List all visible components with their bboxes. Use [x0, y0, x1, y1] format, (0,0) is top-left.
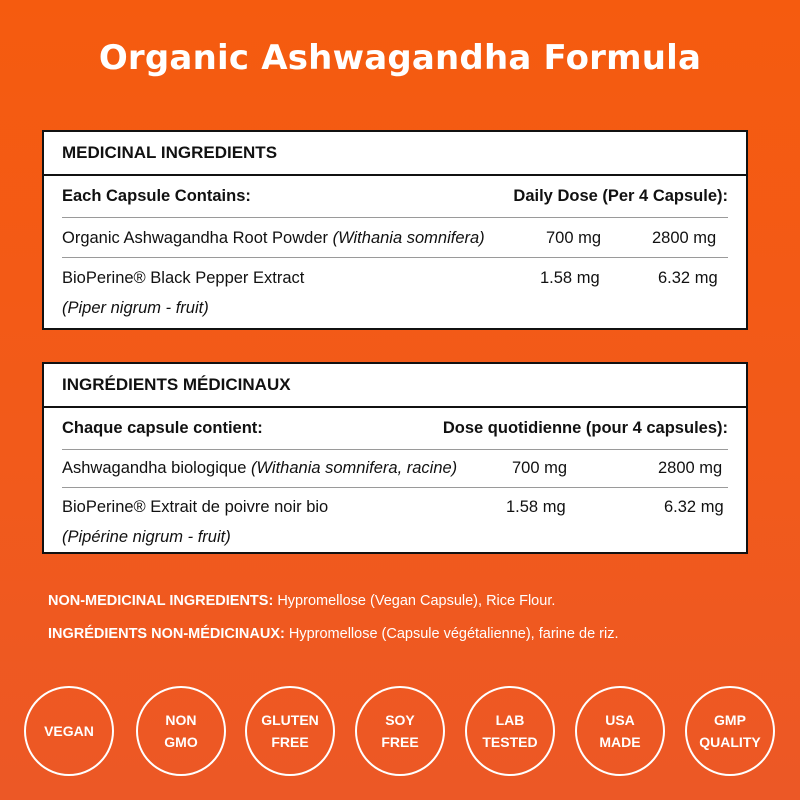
- badge-gluten-free: [245, 686, 335, 776]
- non-medicinal-ingredients-fr: [48, 626, 619, 642]
- ingredient-row: [62, 229, 728, 248]
- divider: [62, 217, 728, 218]
- ingredient-name: BioPerine® Black Pepper Extract: [62, 269, 305, 287]
- badge-line: TESTED: [482, 734, 538, 750]
- column-header-row: [62, 176, 728, 216]
- ingredient-latin: (Piper nigrum - fruit): [62, 299, 209, 317]
- badge-line: GMO: [164, 734, 198, 750]
- non-medicinal-text: Hypromellose (Vegan Capsule), Rice Flour.: [277, 593, 556, 609]
- page-title: Organic Ashwagandha Formula: [98, 38, 702, 78]
- column-left-header: Chaque capsule contient:: [62, 419, 263, 437]
- ingredient-latin: (Withania somnifera): [332, 229, 485, 247]
- ingredient-row: [62, 498, 728, 554]
- column-right-header: Daily Dose (Per 4 Capsule):: [513, 187, 728, 205]
- per-capsule-value: 700 mg: [546, 229, 602, 247]
- badge-line: FREE: [381, 734, 419, 750]
- medicinal-ingredients-panel: [42, 130, 748, 330]
- column-header-row: [62, 408, 728, 448]
- ingredient-name: Ashwagandha biologique: [62, 459, 247, 477]
- ingredient-latin: (Pipérine nigrum - fruit): [62, 528, 231, 546]
- non-medicinal-text: Hypromellose (Capsule végétalienne), farine de riz.: [288, 626, 619, 642]
- daily-dose-value: 2800 mg: [658, 459, 723, 477]
- column-right-header: Dose quotidienne (pour 4 capsules):: [442, 419, 728, 437]
- non-medicinal-ingredients-en: [48, 593, 555, 609]
- badge-vegan: [24, 686, 114, 776]
- badge-line: QUALITY: [699, 734, 761, 750]
- divider: [62, 487, 728, 488]
- ingredient-latin: (Withania somnifera, racine): [251, 459, 458, 477]
- ingredient-row: [62, 459, 728, 478]
- non-medicinal-label: NON-MEDICINAL INGREDIENTS:: [48, 593, 274, 609]
- badge-line: LAB: [495, 712, 525, 728]
- badge-line: SOY: [385, 712, 415, 728]
- badge-lab-tested: [465, 686, 555, 776]
- badge-line: USA: [605, 712, 635, 728]
- badge-line: NON: [165, 712, 197, 728]
- daily-dose-value: 6.32 mg: [658, 269, 718, 287]
- panel-header: INGRÉDIENTS MÉDICINAUX: [44, 364, 746, 408]
- panel-header: MEDICINAL INGREDIENTS: [44, 132, 746, 176]
- badge-line: MADE: [599, 734, 641, 750]
- per-capsule-value: 1.58 mg: [540, 269, 600, 287]
- per-capsule-value: 700 mg: [512, 459, 568, 477]
- non-medicinal-label: INGRÉDIENTS NON-MÉDICINAUX:: [48, 626, 285, 642]
- badge-line: VEGAN: [44, 723, 94, 739]
- badge-line: FREE: [271, 734, 309, 750]
- daily-dose-value: 6.32 mg: [664, 498, 724, 516]
- certification-badges: [0, 686, 800, 786]
- daily-dose-value: 2800 mg: [652, 229, 717, 247]
- ingredient-name: Organic Ashwagandha Root Powder: [62, 229, 328, 247]
- badge-non-gmo: [136, 686, 226, 776]
- ingredient-name: BioPerine® Extrait de poivre noir bio: [62, 498, 329, 516]
- badge-line: GLUTEN: [261, 712, 319, 728]
- column-left-header: Each Capsule Contains:: [62, 187, 251, 205]
- per-capsule-value: 1.58 mg: [506, 498, 566, 516]
- badge-gmp-quality: [685, 686, 775, 776]
- divider: [62, 449, 728, 450]
- badge-usa-made: [575, 686, 665, 776]
- badge-line: GMP: [714, 712, 746, 728]
- ingredient-row: [62, 269, 728, 325]
- divider: [62, 257, 728, 258]
- ingredients-medicinaux-panel: [42, 362, 748, 554]
- badge-soy-free: [355, 686, 445, 776]
